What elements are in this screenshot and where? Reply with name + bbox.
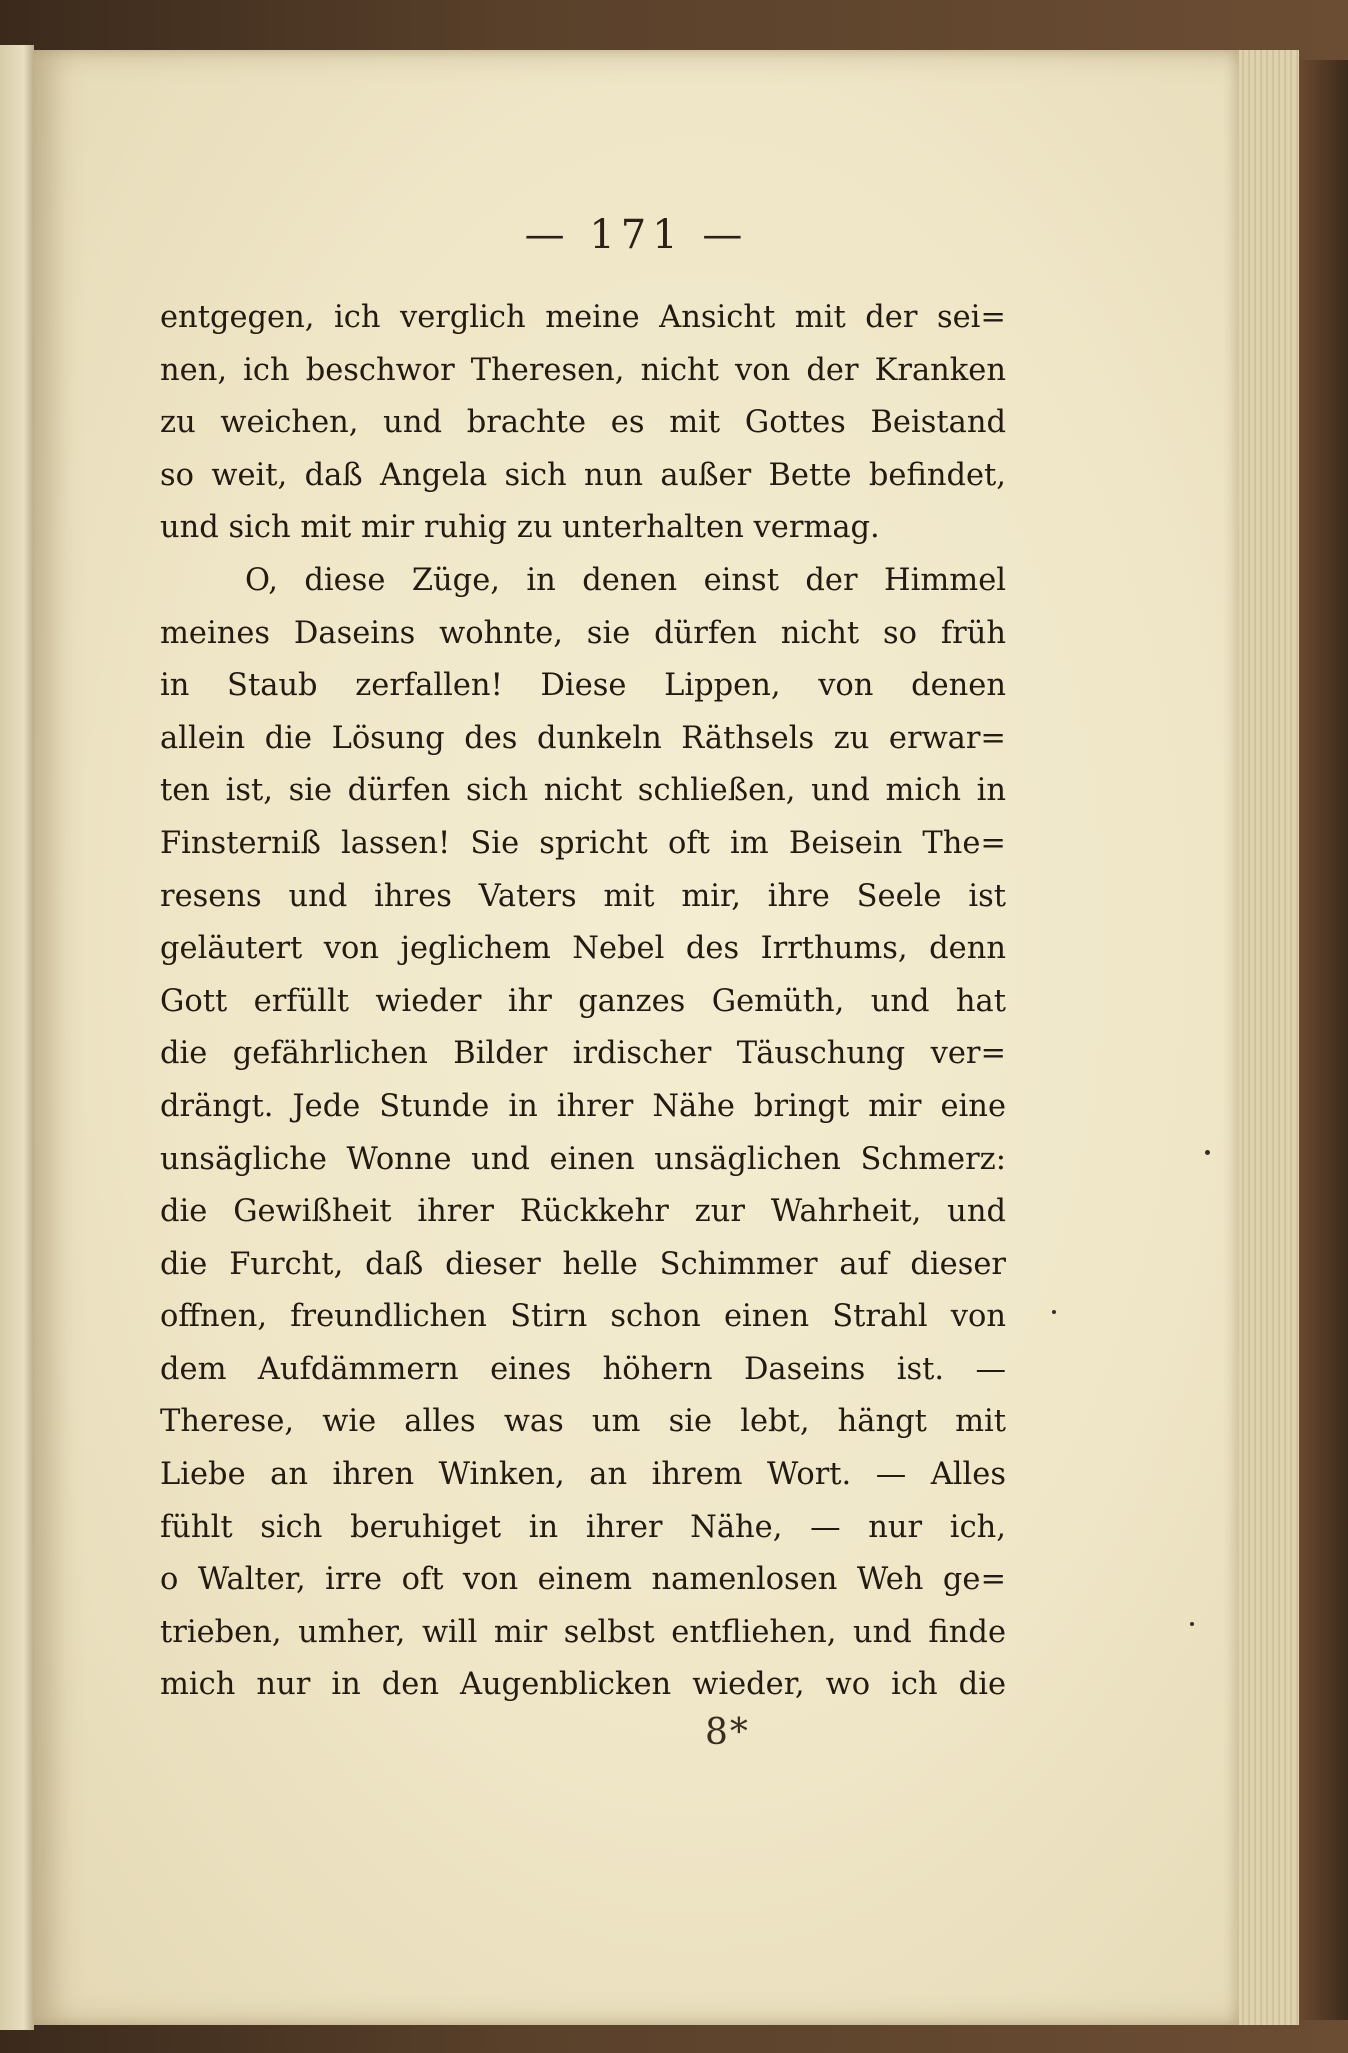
text-line: trieben, umher, will mir selbst entfliehen, und finde	[160, 1614, 1006, 1650]
left-page-edge	[0, 45, 34, 2030]
page-stack-edge	[1239, 50, 1299, 2025]
text-line: meines Daseins wohnte, sie dürfen nicht so früh	[160, 615, 1006, 651]
text-line: drängt. Jede Stunde in ihrer Nähe bringt mir eine	[160, 1088, 1006, 1124]
text-line: fühlt sich beruhiget in ihrer Nähe, — nur ich,	[160, 1509, 1006, 1545]
text-line: mich nur in den Augenblicken wieder, wo ich die	[160, 1667, 1006, 1703]
text-line: entgegen, ich verglich meine Ansicht mit der sei=	[160, 300, 1006, 335]
text-line: Gott erfüllt wieder ihr ganzes Gemüth, und hat	[160, 983, 1006, 1019]
text-line: geläutert von jeglichem Nebel des Irrthums, denn	[160, 931, 1006, 967]
text-line: in Staub zerfallen! Diese Lippen, von denen	[160, 668, 1006, 704]
text-line: nen, ich beschwor Theresen, nicht von der Kranken	[160, 352, 1006, 388]
text-line: die Gewißheit ihrer Rückkehr zur Wahrheit, und	[160, 1194, 1006, 1230]
text-line: resens und ihres Vaters mit mir, ihre Seele ist	[160, 878, 1006, 914]
text-line: die Furcht, daß dieser helle Schimmer auf dieser	[160, 1246, 1006, 1282]
book-cover-right	[1299, 60, 1348, 2020]
signature-mark: 8*	[705, 1712, 750, 1753]
body-text	[160, 292, 1006, 1712]
text-line: Finsterniß lassen! Sie spricht oft im Beisein The=	[160, 825, 1006, 861]
paper-speck	[1052, 1310, 1056, 1314]
paper-speck	[1205, 1150, 1210, 1155]
page-number: — 171 —	[524, 212, 749, 258]
text-line: zu weichen, und brachte es mit Gottes Beistand	[160, 405, 1006, 441]
text-line: allein die Lösung des dunkeln Räthsels zu erwar=	[160, 720, 1006, 756]
text-line: ten ist, sie dürfen sich nicht schließen, und mich in	[160, 773, 1006, 809]
paper-speck	[1190, 1622, 1194, 1626]
text-line: o Walter, irre oft von einem namenlosen Weh ge=	[160, 1562, 1006, 1598]
text-line: die gefährlichen Bilder irdischer Täuschung ver=	[160, 1036, 1006, 1072]
text-line: so weit, daß Angela sich nun außer Bette befindet,	[160, 457, 1006, 493]
text-line: offnen, freundlichen Stirn schon einen Strahl von	[160, 1299, 1006, 1335]
text-line: O, diese Züge, in denen einst der Himmel	[245, 562, 1006, 598]
text-line: Liebe an ihren Winken, an ihrem Wort. — Alles	[160, 1457, 1006, 1493]
text-line: dem Aufdämmern eines höhern Daseins ist. —	[160, 1351, 1006, 1387]
text-line: unsägliche Wonne und einen unsäglichen Schmerz:	[160, 1141, 1006, 1177]
text-line: und sich mit mir ruhig zu unterhalten vermag.	[160, 510, 880, 546]
text-line: Therese, wie alles was um sie lebt, hängt mit	[160, 1404, 1006, 1440]
